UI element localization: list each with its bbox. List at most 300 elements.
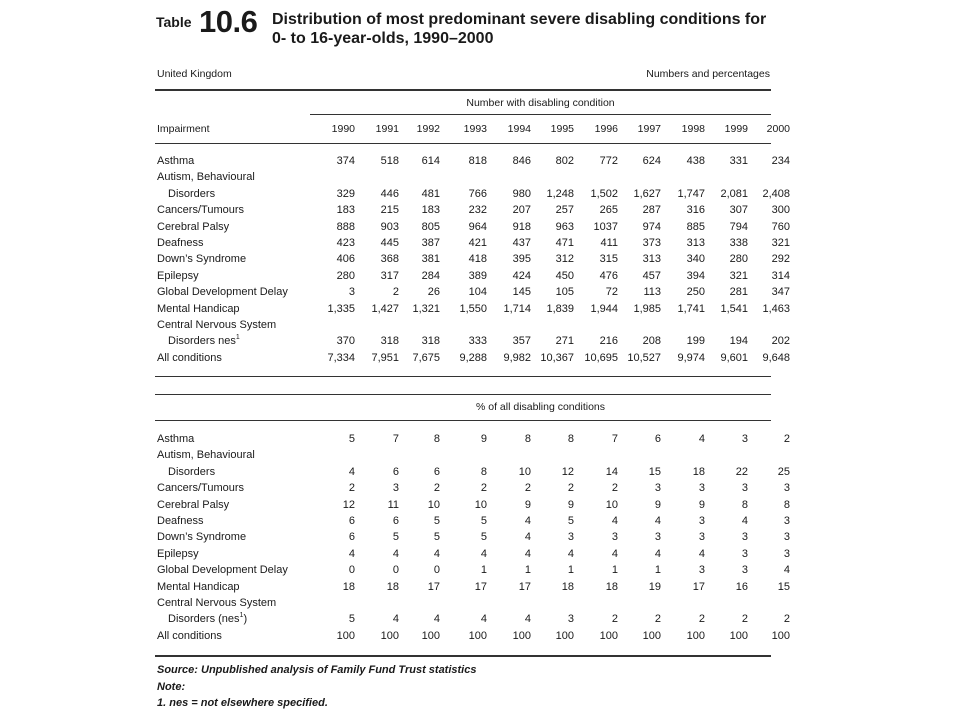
row-label-continued-text: Disorders (nes [168, 613, 240, 626]
row-label: Cerebral Palsy [157, 498, 230, 511]
table-cell: 802 [555, 155, 574, 167]
note-text: 1. nes = not elsewhere specified. [157, 697, 328, 709]
table-cell: 3 [567, 613, 574, 626]
table-cell: 100 [468, 629, 487, 642]
header-rule [155, 143, 771, 144]
table-cell: 3 [654, 531, 661, 544]
table-cell: 315 [599, 253, 618, 266]
row-label-continued [168, 613, 247, 625]
table-cell: 1,427 [371, 302, 399, 315]
table-cell: 918 [512, 220, 531, 233]
table-cell: 387 [421, 237, 440, 249]
table-title: Distribution of most predominant severe disabling conditions for 0- to 16-year-olds, 1990–2000 [272, 11, 767, 47]
table-cell: 9,601 [720, 351, 748, 364]
table-cell: 2,081 [720, 187, 748, 200]
table-cell: 9 [567, 498, 574, 511]
table-cell: 4 [654, 515, 661, 527]
table-cell: 1,321 [412, 302, 440, 315]
table-cell: 300 [771, 204, 790, 217]
table-cell: 183 [336, 204, 355, 217]
year-header-cell: 1994 [507, 123, 531, 135]
year-header-cell: 1992 [416, 123, 440, 135]
table-cell: 421 [468, 237, 487, 249]
table-cell: 1 [654, 564, 661, 577]
table-cell: 8 [741, 498, 748, 511]
table-cell: 100 [686, 629, 705, 642]
table-cell: 6 [392, 465, 399, 478]
table-cell: 8 [433, 433, 440, 445]
table-cell: 418 [468, 253, 487, 266]
table-cell: 446 [380, 187, 399, 200]
table-cell: 389 [468, 269, 487, 282]
table-cell: 183 [421, 204, 440, 217]
table-cell: 2 [783, 433, 790, 445]
table-cell: 368 [380, 253, 399, 266]
table-cell: 0 [433, 564, 440, 577]
table-cell: 318 [421, 335, 440, 348]
table-cell: 3 [698, 564, 705, 577]
table-cell: 12 [561, 465, 574, 478]
table-cell: 5 [480, 531, 487, 544]
table-cell: 100 [512, 629, 531, 642]
table-cell: 3 [783, 531, 790, 544]
row-label: All conditions [157, 351, 222, 364]
table-cell: 1,550 [459, 302, 487, 315]
year-header-cell: 1991 [375, 123, 399, 135]
table-cell: 766 [468, 187, 487, 200]
table-cell: 280 [336, 269, 355, 282]
table-cell: 17 [518, 580, 531, 593]
table-cell: 9 [524, 498, 531, 511]
table-cell: 818 [468, 155, 487, 167]
table-cell: 5 [348, 613, 355, 626]
row-label: Epilepsy [157, 269, 199, 282]
row-label-continued-text: Disorders nes [168, 335, 236, 348]
row-label: Global Development Delay [157, 286, 288, 299]
table-cell: 10,527 [627, 351, 661, 364]
units-label: Numbers and percentages [646, 68, 770, 80]
table-cell: 1 [524, 564, 531, 577]
table-cell: 4 [698, 547, 705, 560]
table-cell: 265 [599, 204, 618, 217]
table-cell: 10,695 [584, 351, 618, 364]
table-cell: 6 [433, 465, 440, 478]
table-cell: 281 [729, 286, 748, 299]
table-cell: 3 [567, 531, 574, 544]
table-cell: 4 [433, 547, 440, 560]
table-cell: 2 [567, 482, 574, 495]
table-cell: 287 [642, 204, 661, 217]
table-cell: 794 [729, 220, 748, 233]
impairment-header: Impairment [157, 123, 210, 135]
table-cell: 25 [777, 465, 790, 478]
table-cell: 321 [771, 237, 790, 249]
table-cell: 2 [611, 613, 618, 626]
table-cell: 10 [427, 498, 440, 511]
table-cell: 980 [512, 187, 531, 200]
table-cell: 3 [741, 482, 748, 495]
table-cell: 0 [392, 564, 399, 577]
table-cell: 3 [741, 564, 748, 577]
table-cell: 2 [611, 482, 618, 495]
table-cell: 3 [392, 482, 399, 495]
table-cell: 903 [380, 220, 399, 233]
row-label: Asthma [157, 433, 195, 445]
table-cell: 1,714 [503, 302, 531, 315]
year-header-cell: 2000 [766, 123, 790, 135]
table-cell: 100 [771, 629, 790, 642]
table-cell: 7 [611, 433, 618, 445]
table-cell: 4 [433, 613, 440, 626]
table-cell: 5 [348, 433, 355, 445]
table-cell: 18 [692, 465, 705, 478]
table-cell: 10,367 [540, 351, 574, 364]
table-cell: 1,541 [720, 302, 748, 315]
table-cell: 3 [741, 531, 748, 544]
table-cell: 0 [348, 564, 355, 577]
table-cell: 406 [336, 253, 355, 266]
table-cell: 100 [555, 629, 574, 642]
table-number: 10.6 [199, 4, 258, 39]
table-cell: 307 [729, 204, 748, 217]
table-cell: 4 [524, 531, 531, 544]
top-rule [155, 89, 771, 91]
table-cell: 772 [599, 155, 618, 167]
table-cell: 424 [512, 269, 531, 282]
table-cell: 374 [336, 155, 355, 167]
table-cell: 7,951 [371, 351, 399, 364]
table-cell: 14 [605, 465, 618, 478]
table-cell: 2 [654, 613, 661, 626]
row-label-close: ) [243, 613, 248, 626]
table-cell: 100 [642, 629, 661, 642]
table-cell: 476 [599, 269, 618, 282]
table-cell: 4 [741, 515, 748, 527]
table-cell: 1,627 [633, 187, 661, 200]
table-cell: 760 [771, 220, 790, 233]
table-cell: 113 [643, 286, 661, 299]
table-cell: 313 [686, 237, 705, 249]
table-cell: 6 [392, 515, 399, 527]
table-cell: 4 [567, 547, 574, 560]
table-cell: 11 [387, 498, 399, 511]
row-label: Epilepsy [157, 547, 199, 560]
table-cell: 518 [380, 155, 399, 167]
table-cell: 6 [348, 515, 355, 527]
table-cell: 10 [605, 498, 618, 511]
table-cell: 4 [524, 547, 531, 560]
table-cell: 250 [686, 286, 705, 299]
row-label: Mental Handicap [157, 580, 240, 593]
table-cell: 4 [480, 547, 487, 560]
table-cell: 411 [600, 237, 618, 249]
row-label-continued-text: Disorders [168, 187, 216, 200]
table-cell: 963 [555, 220, 574, 233]
table-cell: 4 [783, 564, 790, 577]
table-cell: 9,648 [762, 351, 790, 364]
table-cell: 2 [524, 482, 531, 495]
table-cell: 1,463 [762, 302, 790, 315]
table-cell: 1,335 [327, 302, 355, 315]
table-cell: 5 [567, 515, 574, 527]
table-cell: 1,741 [677, 302, 705, 315]
table-cell: 9 [480, 433, 487, 445]
year-header-cell: 1996 [594, 123, 618, 135]
sub-rule [310, 114, 771, 115]
year-header-cell: 1993 [463, 123, 487, 135]
table-cell: 18 [561, 580, 574, 593]
table-cell: 9 [654, 498, 661, 511]
table-cell: 4 [392, 547, 399, 560]
table-cell: 2 [741, 613, 748, 626]
table-cell: 16 [735, 580, 748, 593]
table-cell: 1 [480, 564, 487, 577]
row-label: All conditions [157, 629, 222, 642]
table-cell: 340 [686, 253, 705, 266]
table-cell: 964 [468, 220, 487, 233]
table-cell: 9 [698, 498, 705, 511]
table-cell: 357 [512, 335, 531, 348]
table-cell: 17 [427, 580, 440, 593]
table-cell: 4 [480, 613, 487, 626]
table-cell: 8 [524, 433, 531, 445]
row-label: Down’s Syndrome [157, 531, 247, 544]
table-cell: 4 [611, 515, 618, 527]
table-cell: 974 [642, 220, 661, 233]
table-cell: 2 [480, 482, 487, 495]
table-cell: 2,408 [762, 187, 790, 200]
table-cell: 17 [474, 580, 487, 593]
table-cell: 9,974 [677, 351, 705, 364]
row-label: Central Nervous System [157, 597, 277, 609]
table-cell: 338 [729, 237, 748, 249]
row-label: Cancers/Tumours [157, 204, 245, 217]
table-cell: 373 [642, 237, 661, 249]
table-cell: 5 [433, 531, 440, 544]
footnote-marker: 1 [235, 334, 240, 342]
table-cell: 280 [729, 253, 748, 266]
row-label-continued [168, 466, 215, 478]
table-cell: 3 [741, 547, 748, 560]
table-cell: 8 [480, 465, 487, 478]
table-cell: 284 [421, 269, 440, 282]
table-cell: 2 [348, 482, 355, 495]
table-cell: 12 [342, 498, 355, 511]
table-cell: 318 [380, 335, 399, 348]
bottom-rule [155, 655, 771, 657]
table-cell: 10 [518, 465, 531, 478]
table-cell: 9,982 [503, 351, 531, 364]
table-cell: 2 [392, 286, 399, 299]
table-cell: 2 [783, 613, 790, 626]
table-cell: 394 [686, 269, 705, 282]
table-cell: 18 [605, 580, 618, 593]
table-cell: 22 [735, 465, 748, 478]
row-label: Asthma [157, 155, 195, 167]
table-cell: 885 [686, 220, 705, 233]
row-label: Central Nervous System [157, 319, 277, 331]
table-label: Table [156, 14, 192, 30]
table-cell: 347 [771, 286, 790, 299]
table-cell: 4 [524, 613, 531, 626]
table-cell: 18 [342, 580, 355, 593]
table-cell: 3 [654, 482, 661, 495]
table-cell: 1,985 [633, 302, 661, 315]
table-cell: 1 [567, 564, 574, 577]
row-label: Autism, Behavioural [157, 449, 255, 462]
row-label: Mental Handicap [157, 302, 240, 315]
table-cell: 3 [698, 515, 705, 527]
year-header-cell: 1999 [724, 123, 748, 135]
table-cell: 3 [741, 433, 748, 445]
footnote-marker: 1 [239, 612, 244, 620]
table-cell: 1,944 [590, 302, 618, 315]
row-label-continued-text: Disorders [168, 465, 216, 478]
table-cell: 3 [348, 286, 355, 299]
table-cell: 450 [555, 269, 574, 282]
row-label-continued [168, 335, 240, 347]
percent-header-rule [155, 420, 771, 421]
section-end-rule [155, 376, 771, 377]
table-cell: 4 [524, 515, 531, 527]
table-cell: 145 [512, 286, 531, 299]
year-header-cell: 1998 [681, 123, 705, 135]
table-cell: 8 [567, 433, 574, 445]
table-cell: 437 [512, 237, 531, 249]
table-cell: 3 [698, 482, 705, 495]
table-cell: 7 [392, 433, 399, 445]
table-cell: 481 [421, 187, 440, 200]
year-header-cell: 1990 [331, 123, 355, 135]
table-cell: 614 [421, 155, 440, 167]
table-cell: 5 [392, 531, 399, 544]
table-cell: 100 [421, 629, 440, 642]
row-label: Down’s Syndrome [157, 253, 247, 266]
table-cell: 26 [427, 286, 440, 299]
table-cell: 395 [512, 253, 531, 266]
row-label-continued [168, 188, 215, 200]
table-cell: 15 [648, 465, 661, 478]
table-cell: 100 [380, 629, 399, 642]
table-cell: 805 [421, 220, 440, 233]
table-cell: 216 [599, 335, 618, 348]
section-start-rule [155, 394, 771, 395]
row-label: Global Development Delay [157, 564, 288, 577]
table-cell: 445 [380, 237, 399, 249]
table-cell: 7,334 [327, 351, 355, 364]
region-label: United Kingdom [157, 68, 232, 80]
table-cell: 312 [555, 253, 574, 266]
year-header-cell: 1997 [637, 123, 661, 135]
source-note: Source: Unpublished analysis of Family Fund Trust statistics [157, 664, 477, 676]
table-cell: 3 [783, 547, 790, 560]
table-cell: 9,288 [459, 351, 487, 364]
table-cell: 317 [380, 269, 399, 282]
table-cell: 257 [555, 204, 574, 217]
row-label: Deafness [157, 515, 204, 527]
table-cell: 7,675 [412, 351, 440, 364]
table-cell: 316 [686, 204, 705, 217]
table-cell: 5 [433, 515, 440, 527]
note-label: Note: [157, 681, 186, 693]
table-cell: 4 [611, 547, 618, 560]
table-cell: 4 [348, 547, 355, 560]
table-cell: 331 [729, 155, 748, 167]
table-cell: 194 [729, 335, 748, 348]
table-cell: 3 [698, 531, 705, 544]
table-cell: 3 [783, 482, 790, 495]
table-cell: 1,502 [590, 187, 618, 200]
table-cell: 4 [348, 465, 355, 478]
table-cell: 1037 [593, 220, 618, 233]
table-cell: 202 [771, 335, 790, 348]
section-heading-percent: % of all disabling conditions [476, 401, 605, 413]
table-cell: 3 [783, 515, 790, 527]
table-cell: 1,839 [546, 302, 574, 315]
table-cell: 18 [386, 580, 399, 593]
table-cell: 232 [468, 204, 487, 217]
table-cell: 5 [480, 515, 487, 527]
table-cell: 314 [771, 269, 790, 282]
table-cell: 846 [512, 155, 531, 167]
table-cell: 100 [729, 629, 748, 642]
table-cell: 17 [692, 580, 705, 593]
table-cell: 271 [555, 335, 574, 348]
table-cell: 1 [611, 564, 618, 577]
table-cell: 2 [698, 613, 705, 626]
table-cell: 370 [336, 335, 355, 348]
table-cell: 15 [777, 580, 790, 593]
table-cell: 207 [512, 204, 531, 217]
table-cell: 1,248 [546, 187, 574, 200]
table-cell: 471 [555, 237, 574, 249]
table-cell: 2 [433, 482, 440, 495]
table-cell: 234 [771, 155, 790, 167]
table-cell: 457 [642, 269, 661, 282]
table-cell: 333 [468, 335, 487, 348]
table-cell: 438 [686, 155, 705, 167]
table-cell: 100 [336, 629, 355, 642]
table-cell: 1,747 [677, 187, 705, 200]
table-cell: 624 [642, 155, 661, 167]
table-cell: 8 [783, 498, 790, 511]
row-label: Autism, Behavioural [157, 171, 255, 184]
table-cell: 199 [686, 335, 705, 348]
table-cell: 4 [698, 433, 705, 445]
row-label: Cancers/Tumours [157, 482, 245, 495]
table-cell: 313 [642, 253, 661, 266]
table-cell: 10 [474, 498, 487, 511]
table-cell: 4 [654, 547, 661, 560]
table-cell: 215 [380, 204, 399, 217]
table-cell: 4 [392, 613, 399, 626]
table-cell: 3 [611, 531, 618, 544]
table-cell: 321 [729, 269, 748, 282]
table-cell: 423 [336, 237, 355, 249]
year-header-cell: 1995 [550, 123, 574, 135]
table-cell: 292 [771, 253, 790, 266]
row-label: Deafness [157, 237, 204, 249]
table-cell: 6 [348, 531, 355, 544]
table-cell: 6 [654, 433, 661, 445]
table-cell: 208 [642, 335, 661, 348]
table-cell: 104 [468, 286, 487, 299]
table-cell: 19 [648, 580, 661, 593]
row-label: Cerebral Palsy [157, 220, 230, 233]
table-cell: 888 [336, 220, 355, 233]
table-cell: 381 [421, 253, 440, 266]
table-cell: 329 [336, 187, 355, 200]
